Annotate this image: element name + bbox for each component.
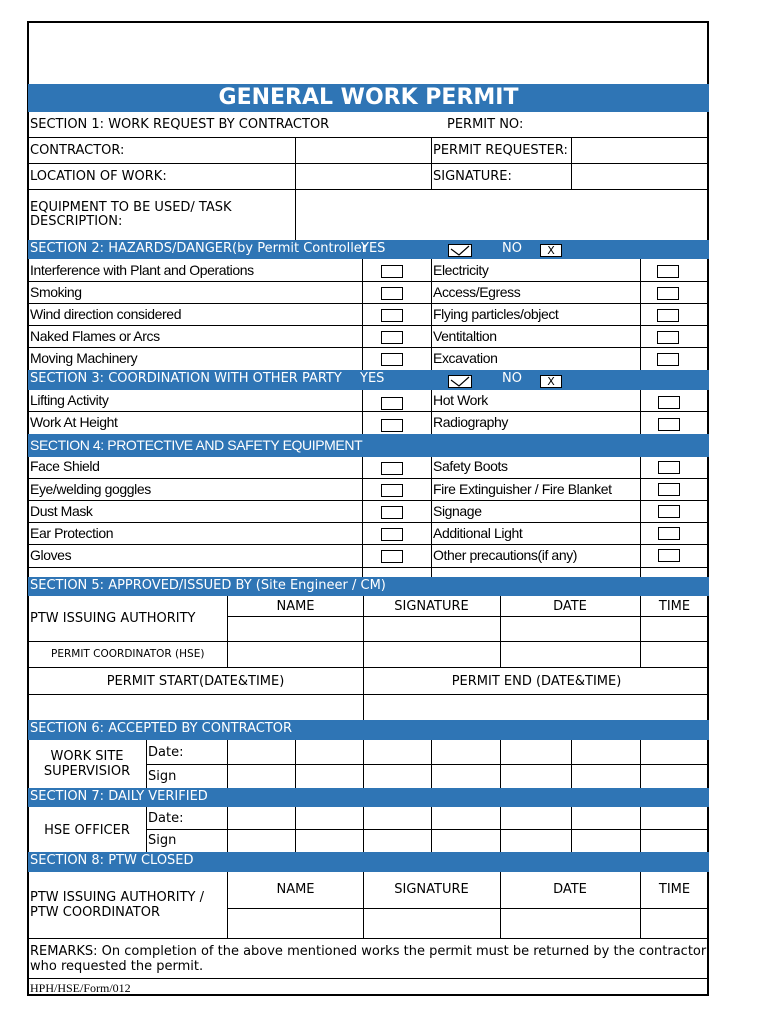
hazard-right-5: Excavation: [433, 350, 498, 366]
section6-sign-label: Sign: [148, 769, 177, 784]
equipment-label-line1: EQUIPMENT TO BE USED/ TASK: [30, 200, 232, 215]
coordination-right-1: Hot Work: [433, 392, 488, 408]
section5-heading: SECTION 5: APPROVED/ISSUED BY (Site Engineer / CM): [28, 577, 709, 596]
closed-signature-field[interactable]: [364, 910, 499, 937]
hse-officer-label: HSE OFFICER: [44, 823, 130, 838]
hazard-left-1: Interference with Plant and Operations: [30, 262, 254, 278]
hazard-right-5-checkbox[interactable]: [657, 353, 679, 366]
ppe-right-2-checkbox[interactable]: [658, 483, 680, 496]
coordination-left-1-checkbox[interactable]: [381, 397, 403, 410]
hazard-right-1-checkbox[interactable]: [657, 265, 679, 278]
ptw-closed-label-line2: PTW COORDINATOR: [30, 905, 160, 920]
section8-col-signature: SIGNATURE: [394, 882, 469, 897]
section4-heading: SECTION 4: PROTECTIVE AND SAFETY EQUIPMENT: [28, 434, 709, 457]
section2-yes-checkbox[interactable]: [448, 244, 472, 257]
permit-requester-field[interactable]: [573, 140, 707, 162]
ppe-left-2: Eye/welding goggles: [30, 481, 151, 497]
ppe-right-4-checkbox[interactable]: [658, 527, 680, 540]
ppe-left-3-checkbox[interactable]: [381, 506, 403, 519]
hazard-right-4: Ventitaltion: [433, 328, 497, 344]
hazard-right-2-checkbox[interactable]: [657, 287, 679, 300]
hazard-right-3-checkbox[interactable]: [657, 309, 679, 322]
permit-end-field[interactable]: [365, 696, 707, 719]
issuing-signature-field[interactable]: [364, 618, 499, 641]
coordinator-date-field[interactable]: [501, 643, 639, 667]
contractor-label: CONTRACTOR:: [30, 143, 125, 158]
ppe-left-3: Dust Mask: [30, 503, 93, 519]
hazard-left-2: Smoking: [30, 284, 82, 300]
equipment-field[interactable]: [297, 192, 707, 238]
hazard-left-3: Wind direction considered: [30, 306, 182, 322]
coordinator-time-field[interactable]: [641, 643, 708, 667]
section5-col-date: DATE: [553, 599, 587, 614]
hazard-left-1-checkbox[interactable]: [381, 265, 403, 278]
section7-date-label: Date:: [148, 811, 184, 826]
coordination-right-1-checkbox[interactable]: [658, 396, 680, 409]
hazard-left-5-checkbox[interactable]: [381, 353, 403, 366]
section8-col-date: DATE: [553, 882, 587, 897]
coordination-left-2: Work At Height: [30, 414, 118, 430]
hazard-left-2-checkbox[interactable]: [381, 287, 403, 300]
issuing-date-field[interactable]: [501, 618, 639, 641]
permit-end-label: PERMIT END (DATE&TIME): [451, 674, 622, 689]
section5-col-signature: SIGNATURE: [394, 599, 469, 614]
section2-heading: SECTION 2: HAZARDS/DANGER(by Permit Controller: [30, 241, 368, 256]
coordination-right-2-checkbox[interactable]: [658, 418, 680, 431]
hazard-right-2: Access/Egress: [433, 284, 521, 300]
closed-name-field[interactable]: [228, 910, 362, 937]
ppe-left-5-checkbox[interactable]: [381, 550, 403, 563]
section3-yes-label: YES: [360, 371, 385, 386]
remarks-line1: REMARKS: On completion of the above mentioned works the permit must be returned by the contractor: [30, 944, 707, 959]
equipment-label-line2: DESCRIPTION:: [30, 214, 123, 229]
coordination-left-1: Lifting Activity: [30, 392, 109, 408]
permit-no-label: PERMIT NO:: [447, 117, 524, 132]
section7-heading: SECTION 7: DAILY VERIFIED: [28, 788, 709, 807]
ppe-left-4-checkbox[interactable]: [381, 528, 403, 541]
permit-start-field[interactable]: [30, 696, 362, 719]
ppe-left-5: Gloves: [30, 547, 72, 563]
permit-coordinator-label: PERMIT COORDINATOR (HSE): [51, 648, 205, 660]
section7-sign-field[interactable]: [228, 830, 708, 851]
work-site-supervisor-label-line1: WORK SITE: [50, 749, 124, 764]
ppe-right-4: Additional Light: [433, 525, 523, 541]
coordination-left-2-checkbox[interactable]: [381, 419, 403, 432]
ppe-left-2-checkbox[interactable]: [381, 484, 403, 497]
ppe-left-1-checkbox[interactable]: [381, 462, 403, 475]
hazard-left-4: Naked Flames or Arcs: [30, 328, 160, 344]
section7-date-field[interactable]: [228, 809, 708, 828]
coordinator-name-field[interactable]: [228, 643, 362, 667]
hazard-right-3: Flying particles/object: [433, 306, 559, 322]
ppe-right-5: Other precautions(if any): [433, 547, 578, 563]
signature-field[interactable]: [573, 166, 707, 188]
ptw-issuing-authority-label: PTW ISSUING AUTHORITY: [30, 611, 196, 626]
issuing-name-field[interactable]: [228, 618, 362, 641]
work-site-supervisor-label-line2: SUPERVISIOR: [43, 764, 131, 779]
ppe-right-5-checkbox[interactable]: [658, 549, 680, 562]
closed-date-field[interactable]: [501, 910, 639, 937]
ppe-right-1-checkbox[interactable]: [658, 461, 680, 474]
section2-no-label: NO: [502, 241, 522, 256]
hazard-left-4-checkbox[interactable]: [381, 331, 403, 344]
hazard-right-1: Electricity: [433, 262, 489, 278]
section8-col-time: TIME: [658, 882, 691, 897]
hazard-right-4-checkbox[interactable]: [657, 331, 679, 344]
section6-date-label: Date:: [148, 745, 184, 760]
ptw-closed-label-line1: PTW ISSUING AUTHORITY /: [30, 890, 205, 905]
coordination-right-2: Radiography: [433, 414, 508, 430]
section3-yes-checkbox[interactable]: [448, 375, 472, 388]
section5-col-name: NAME: [276, 599, 315, 614]
ppe-left-4: Ear Protection: [30, 525, 114, 541]
section7-sign-label: Sign: [148, 833, 177, 848]
contractor-field[interactable]: [297, 140, 430, 162]
coordinator-signature-field[interactable]: [364, 643, 499, 667]
hazard-left-5: Moving Machinery: [30, 350, 138, 366]
hazard-left-3-checkbox[interactable]: [381, 309, 403, 322]
ppe-right-1: Safety Boots: [433, 458, 508, 474]
section5-col-time: TIME: [658, 599, 691, 614]
section6-sign-field[interactable]: [228, 765, 708, 787]
section3-no-label: NO: [502, 371, 522, 386]
permit-requester-label: PERMIT REQUESTER:: [433, 143, 568, 158]
checkmark-icon: [449, 245, 471, 256]
section8-col-name: NAME: [276, 882, 315, 897]
signature-label: SIGNATURE:: [433, 169, 512, 184]
section2-no-checkbox[interactable]: X: [540, 244, 562, 257]
remarks-line2: who requested the permit.: [30, 959, 204, 974]
section3-no-checkbox[interactable]: X: [540, 375, 562, 388]
section1-heading: SECTION 1: WORK REQUEST BY CONTRACTOR: [30, 117, 330, 132]
location-label: LOCATION OF WORK:: [30, 169, 167, 184]
ppe-right-2: Fire Extinguisher / Fire Blanket: [433, 481, 612, 497]
section8-heading: SECTION 8: PTW CLOSED: [28, 852, 709, 872]
permit-start-label: PERMIT START(DATE&TIME): [106, 674, 285, 689]
form-code: HPH/HSE/Form/012: [30, 981, 131, 995]
issuing-time-field[interactable]: [641, 618, 708, 641]
closed-time-field[interactable]: [641, 910, 708, 937]
section6-heading: SECTION 6: ACCEPTED BY CONTRACTOR: [28, 720, 709, 740]
form-title: GENERAL WORK PERMIT: [28, 84, 709, 112]
ppe-right-3: Signage: [433, 503, 482, 519]
section3-heading: SECTION 3: COORDINATION WITH OTHER PARTY: [30, 371, 342, 386]
ppe-right-3-checkbox[interactable]: [658, 505, 680, 518]
section6-date-field[interactable]: [228, 742, 708, 763]
checkmark-icon: [449, 376, 471, 387]
ppe-left-1: Face Shield: [30, 458, 100, 474]
section2-yes-label: YES: [361, 241, 386, 256]
location-field[interactable]: [297, 166, 430, 188]
